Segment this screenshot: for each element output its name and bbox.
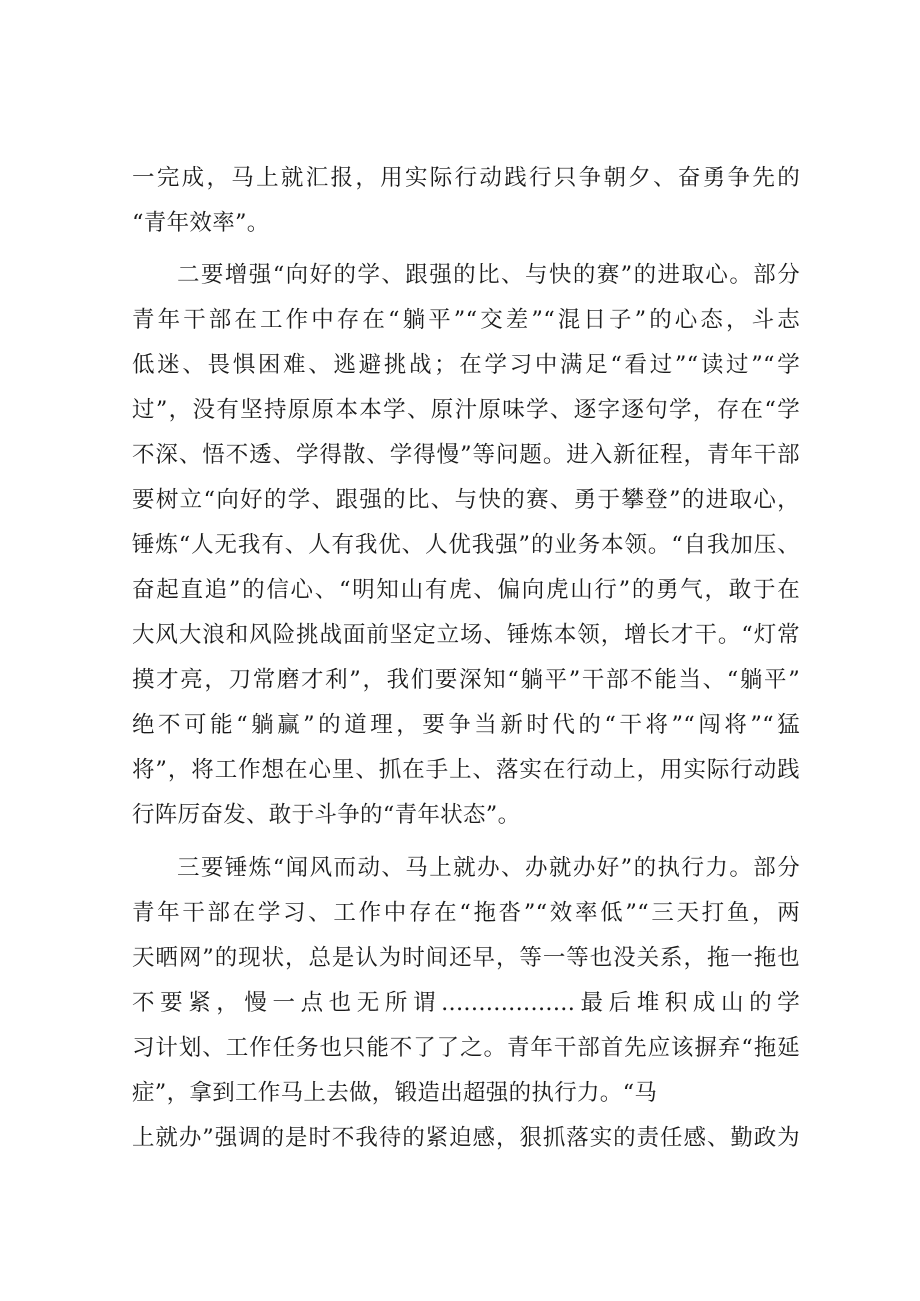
paragraph-2-line-1: 二要增强“向好的学、跟强的比、与快的赛”的进取心。部分: [177, 262, 800, 288]
paragraph-2-line-12: 将”，将工作想在心里、抓在手上、落实在行动上，用实际行动践: [132, 757, 800, 783]
paragraph-2-line-7: 锤炼“人无我有、人有我优、人优我强”的业务本领。“自我加压、: [132, 532, 800, 558]
paragraph-2-line-10: 摸才亮，刀常磨才利”，我们要深知“躺平”干部不能当、“躺平”: [132, 667, 800, 693]
paragraph-3-line-4: 不要紧，慢一点也无所谓..................最后堆积成山的学: [132, 990, 800, 1016]
paragraph-2-line-9: 大风大浪和风险挑战面前坚定立场、锤炼本领，增长才干。“灯常: [132, 622, 800, 648]
paragraph-3-line-6: 症”，拿到工作马上去做，锻造出超强的执行力。“马: [132, 1080, 658, 1106]
paragraph-1-line-2: “青年效率”。: [132, 210, 270, 236]
paragraph-2-line-2: 青年干部在工作中存在“躺平”“交差”“混日子”的心态，斗志: [132, 307, 800, 333]
paragraph-2-line-8: 奋起直追”的信心、“明知山有虎、偏向虎山行”的勇气，敢于在: [132, 577, 800, 603]
paragraph-2-line-13: 行阵厉奋发、敢于斗争的“青年状态”。: [132, 802, 521, 828]
paragraph-2-line-5: 不深、悟不透、学得散、学得慢”等问题。进入新征程，青年干部: [132, 442, 800, 468]
paragraph-3-line-1: 三要锤炼“闻风而动、马上就办、办就办好”的执行力。部分: [177, 855, 800, 881]
paragraph-3-line-3: 天晒网”的现状，总是认为时间还早，等一等也没关系，拖一拖也: [132, 945, 800, 971]
paragraph-3-line-5: 习计划、工作任务也只能不了了之。青年干部首先应该摒弃“拖延: [132, 1035, 800, 1061]
paragraph-3-line-2: 青年干部在学习、工作中存在“拖沓”“效率低”“三天打鱼，两: [132, 900, 800, 926]
paragraph-1-line-1: 一完成，马上就汇报，用实际行动践行只争朝夕、奋勇争先的: [132, 165, 800, 191]
paragraph-2-line-4: 过”，没有坚持原原本本学、原汁原味学、逐字逐句学，存在“学: [132, 397, 800, 423]
paragraph-3-line-7: 上就办”强调的是时不我待的紧迫感，狠抓落实的责任感、勤政为: [132, 1125, 800, 1151]
paragraph-2-line-6: 要树立“向好的学、跟强的比、与快的赛、勇于攀登”的进取心，: [132, 487, 800, 513]
paragraph-2-line-11: 绝不可能“躺赢”的道理，要争当新时代的“干将”“闯将”“猛: [132, 712, 800, 738]
paragraph-2-line-3: 低迷、畏惧困难、逃避挑战；在学习中满足“看过”“读过”“学: [132, 352, 800, 378]
